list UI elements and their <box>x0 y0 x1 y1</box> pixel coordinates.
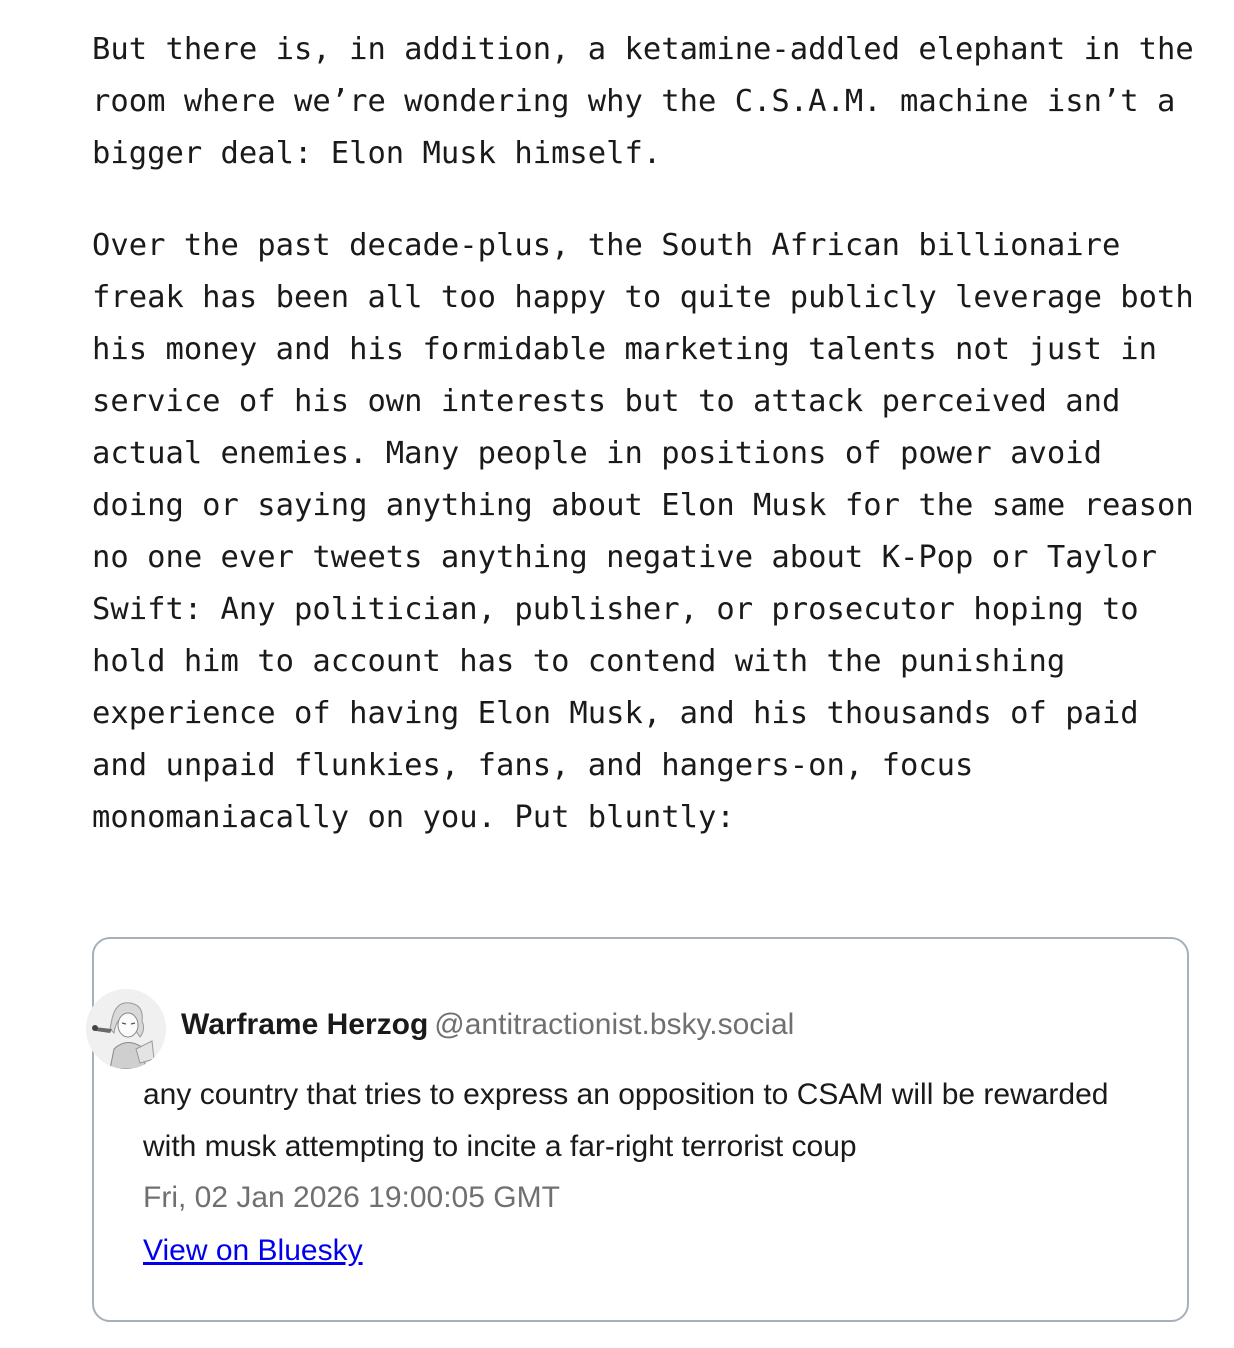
view-on-bluesky-link[interactable]: View on Bluesky <box>143 1234 363 1267</box>
article-paragraph-1: But there is, in addition, a ketamine-addled elephant in the room where we’re wondering why the C.S.A.M. machine isn’t a bigger deal: Elon Musk himself. <box>92 32 1194 171</box>
avatar-illustration-icon <box>86 989 166 1069</box>
article-paragraph-2: Over the past decade-plus, the South African billionaire freak has been all too happy to quite publicly leverage both his money and his formidable marketing talents not just in service of his own interests but to attack perceived and actual enemies. Many people in positions of power avoid doing or saying anything about Elon Musk for the same reason no one ever tweets anything negative about K-Pop or Taylor Swift: Any politician, publisher, or prosecutor hoping to hold him to account has to contend with the punishing experience of having Elon Musk, and his thousands of paid and unpaid flunkies, fans, and hangers-on, focus monomaniacally on you. Put bluntly: <box>92 228 1194 835</box>
post-text: any country that tries to express an opposition to CSAM will be rewarded with musk attempting to incite a far-right terrorist coup <box>143 1078 1109 1163</box>
post-author <box>181 1005 794 1045</box>
author-handle[interactable]: @antitractionist.bsky.social <box>434 1008 795 1041</box>
article-body <box>92 24 1202 884</box>
author-name[interactable]: Warframe Herzog <box>181 1008 429 1041</box>
post-timestamp: Fri, 02 Jan 2026 19:00:05 GMT <box>143 1181 560 1214</box>
bluesky-post-embed <box>92 937 1189 1322</box>
author-avatar[interactable] <box>86 989 166 1069</box>
